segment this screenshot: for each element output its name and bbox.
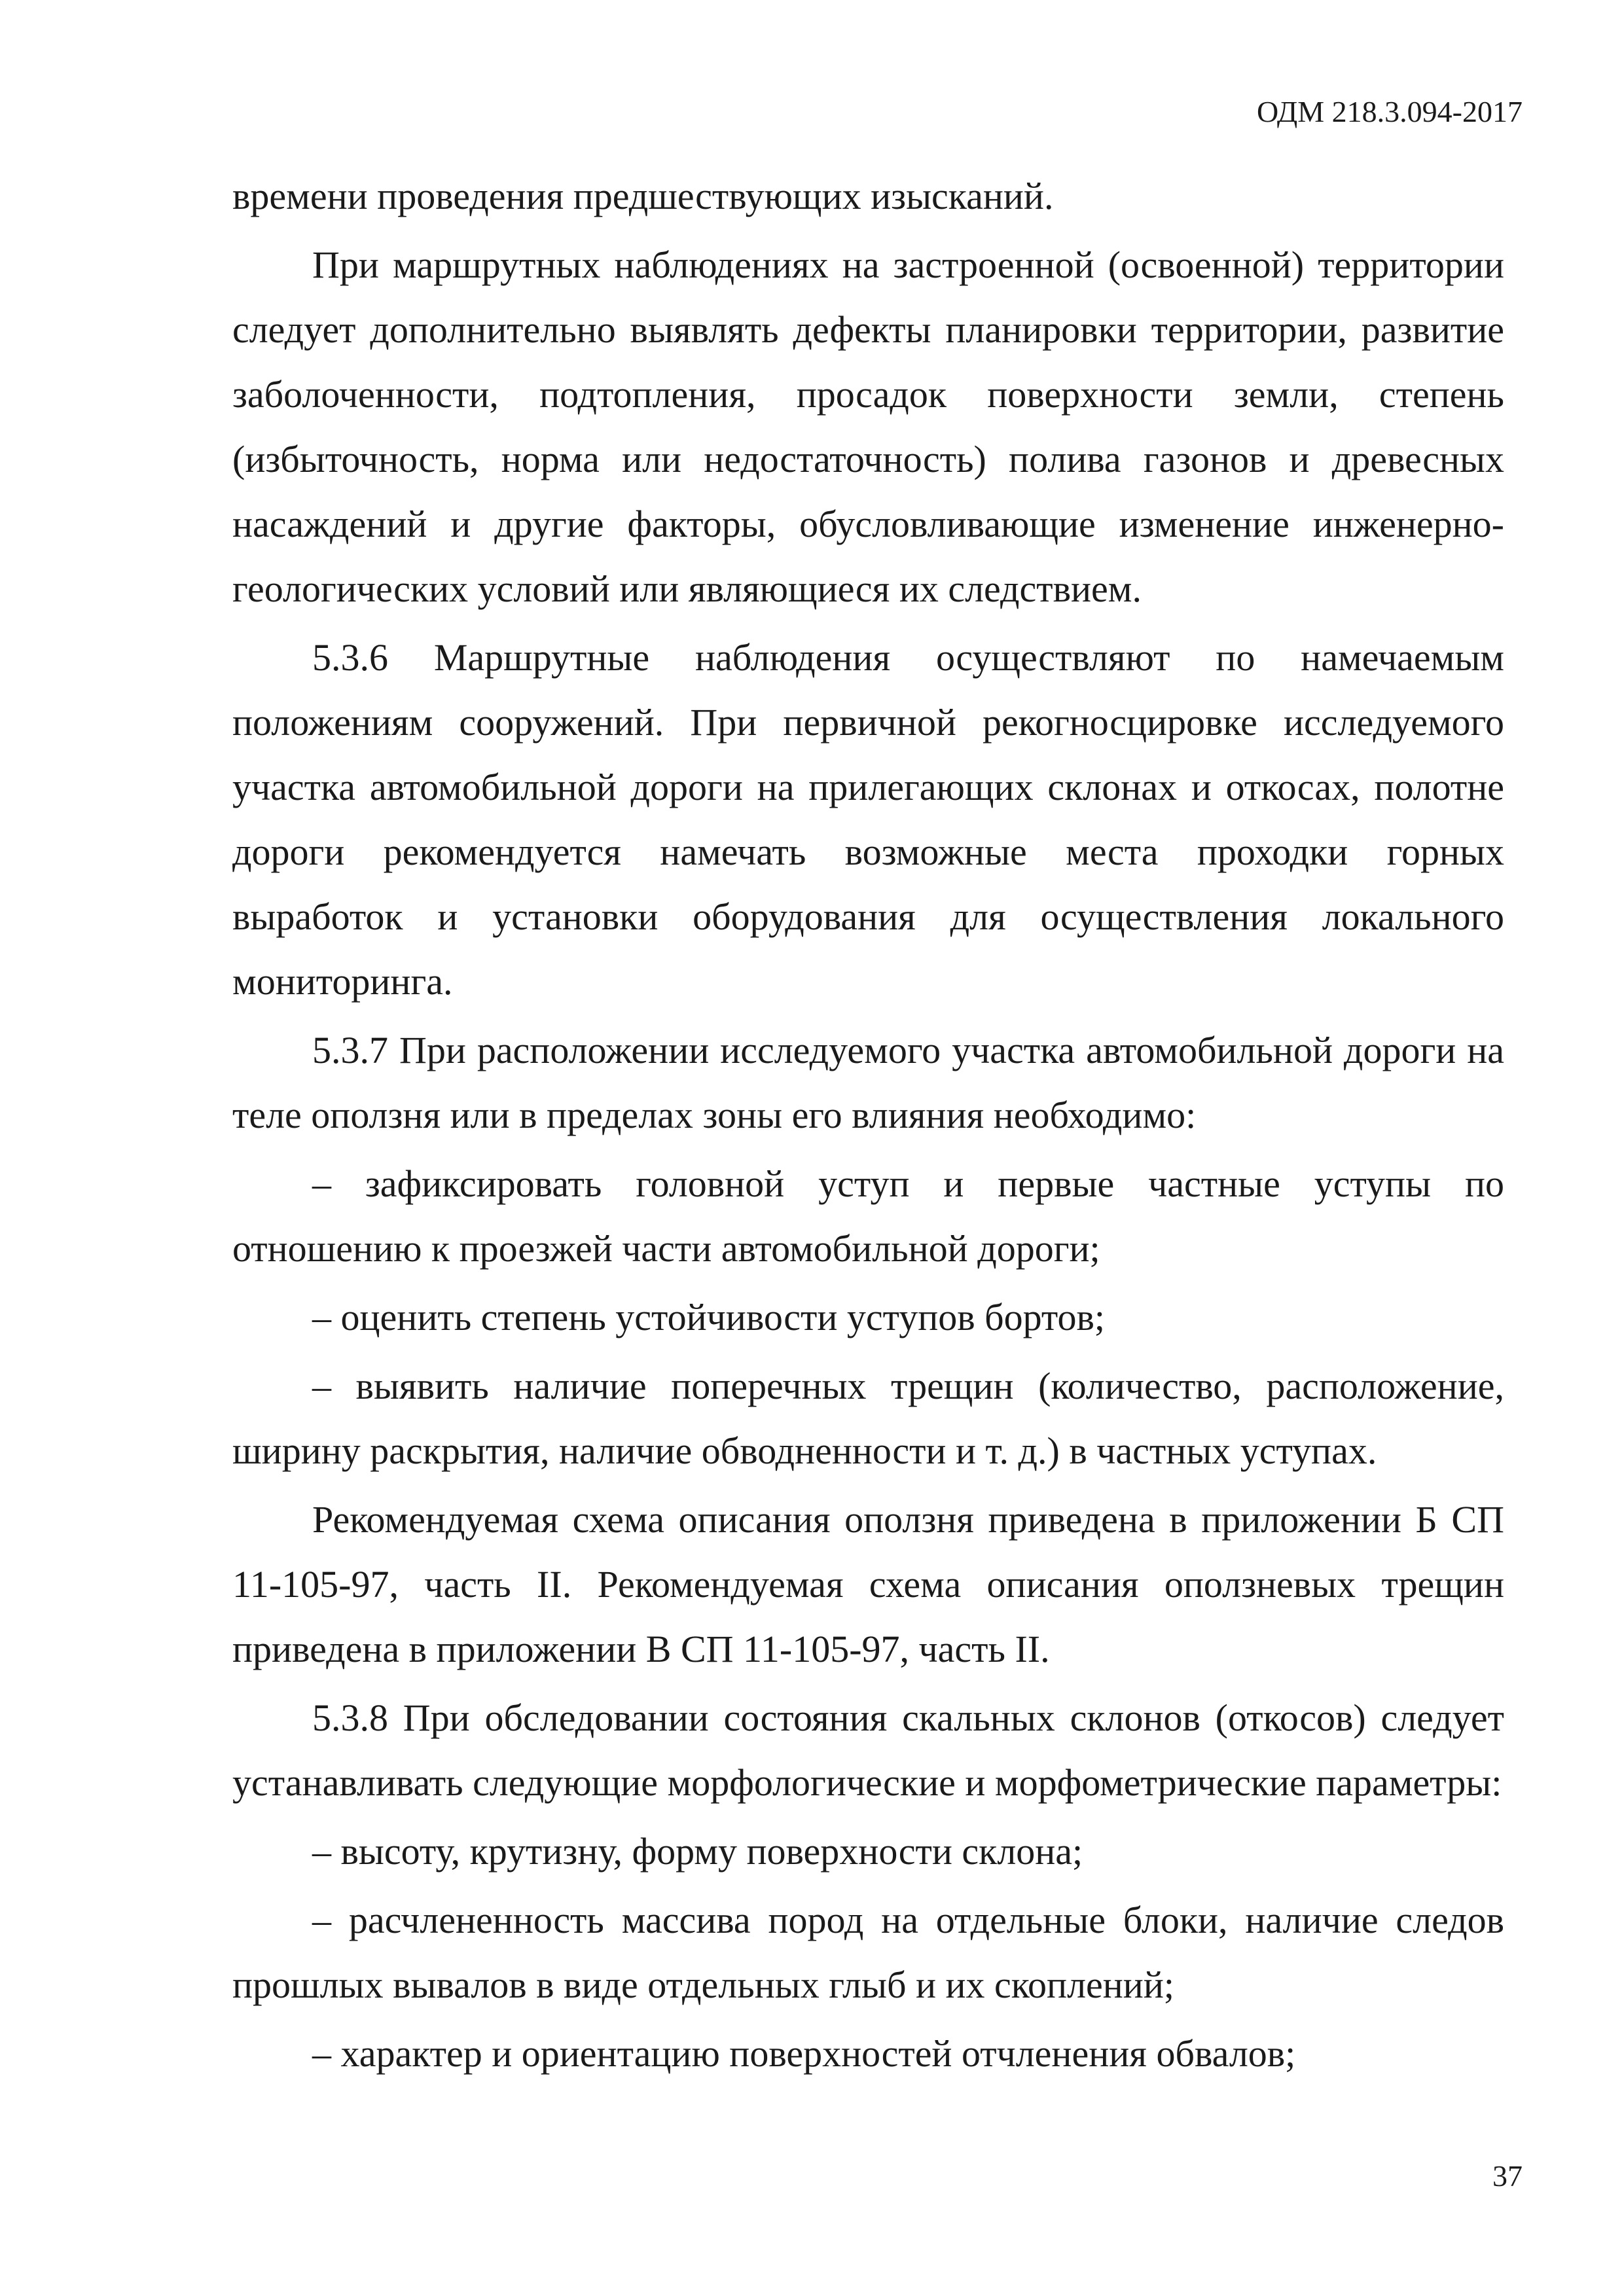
paragraph-built-up-territory: При маршрутных наблюдениях на застроенной (освоенной) территории следует дополнительно выявлять дефекты планировки территории, развитие заболоченности, подтопления, просадок поверхности земли, степень (избыточность, норма или недостаточность) полива газонов и древесных насаждений и другие факторы, обусловливающие изменение инженерно-геологических условий или являющиеся их следствием. — [232, 243, 1504, 610]
page-number: 37 — [1492, 2159, 1523, 2193]
paragraph-5-3-8: 5.3.8 При обследовании состояния скальных склонов (откосов) следует устанавливать следующие морфологические и морфометрические параметры: — [232, 1696, 1504, 1804]
paragraph-continuation: времени проведения предшествующих изысканий. — [232, 175, 1054, 217]
list-item-slope-height: – высоту, крутизну, форму поверхности склона; — [312, 1830, 1083, 1873]
document-code-header: ОДМ 218.3.094-2017 — [1256, 95, 1523, 128]
list-item-assess-stability: – оценить степень устойчивости уступов бортов; — [312, 1296, 1105, 1338]
list-item-identify-cracks: – выявить наличие поперечных трещин (количество, расположение, ширину раскрытия, наличие обводненности и т. д.) в частных уступах. — [232, 1365, 1504, 1472]
paragraph-5-3-7: 5.3.7 При расположении исследуемого участка автомобильной дороги на теле оползня или в пределах зоны его влияния необходимо: — [232, 1029, 1504, 1136]
paragraph-5-3-6: 5.3.6 Маршрутные наблюдения осуществляют по намечаемым положениям сооружений. При первичной рекогносцировке исследуемого участка автомобильной дороги на прилегающих склонах и откосах, полотне дороги рекомендуется намечать возможные места проходки горных выработок и установки оборудования для осуществления локального мониторинга. — [232, 636, 1504, 1003]
list-item-rock-dissection: – расчлененность массива пород на отдельные блоки, наличие следов прошлых вывалов в виде отдельных глыб и их скоплений; — [232, 1899, 1504, 2006]
paragraph-recommended-scheme: Рекомендуемая схема описания оползня приведена в приложении Б СП 11-105-97, часть II. Рекомендуемая схема описания оползневых трещин приведена в приложении В СП 11-105-97, часть II. — [232, 1498, 1504, 1670]
list-item-fix-ledge: – зафиксировать головной уступ и первые частные уступы по отношению к проезжей части автомобильной дороги; — [232, 1162, 1504, 1270]
document-body — [232, 164, 1504, 2086]
list-item-separation-surfaces: – характер и ориентацию поверхностей отчленения обвалов; — [312, 2032, 1296, 2075]
